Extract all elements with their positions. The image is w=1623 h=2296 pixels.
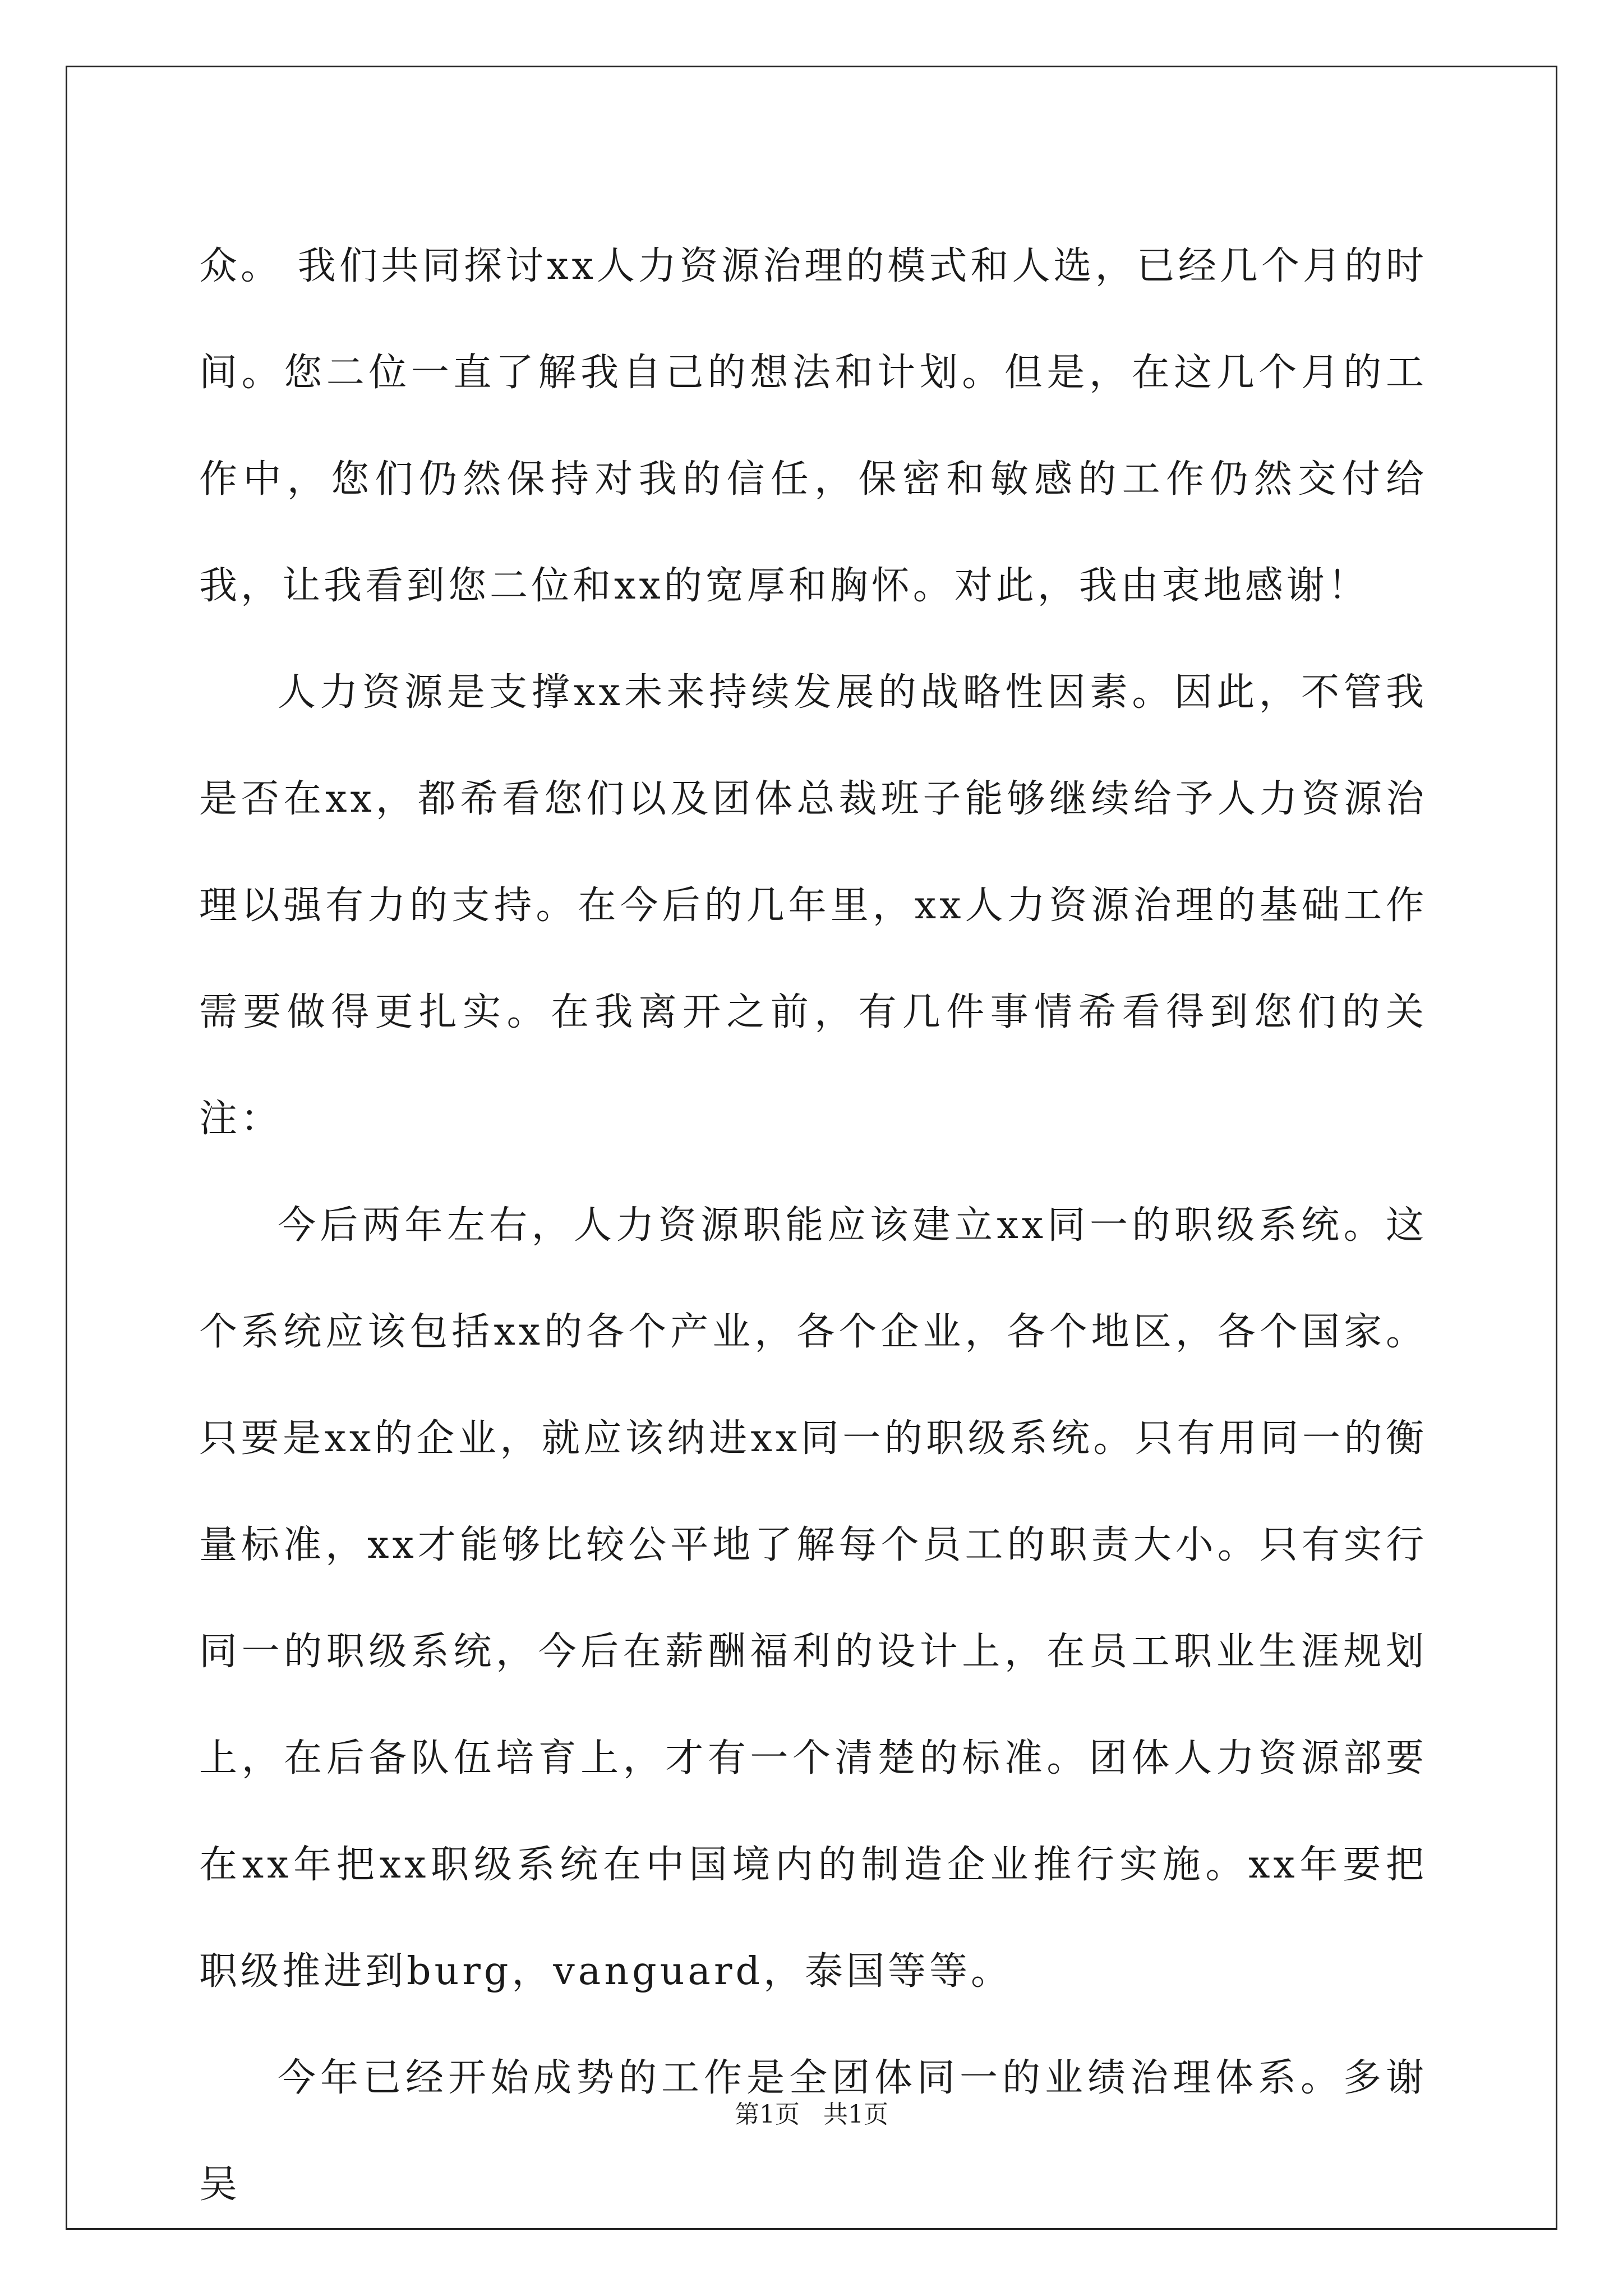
paragraph-1: 众。 我们共同探讨xx人力资源治理的模式和人选，已经几个月的时间。您二位一直了解我自己的想法和计划。但是，在这几个月的工作中，您们仍然保持对我的信任，保密和敏感的工作仍然交付给我，让我看到您二位和xx的宽厚和胸怀。对此，我由衷地感谢！ xyxy=(199,244,1427,608)
paragraph-3: 今后两年左右，人力资源职能应该建立xx同一的职级系统。这个系统应该包括xx的各个产业，各个企业，各个地区，各个国家。只要是xx的企业，就应该纳进xx同一的职级系统。只有用同一的衡量标准，xx才能够比较公平地了解每个员工的职责大小。只有实行同一的职级系统，今后在薪酬福利的设计上，在员工职业生涯规划上，在后备队伍培育上，才有一个清楚的标准。团体人力资源部要在xx年把xx职级系统在中国境内的制造企业推行实施。xx年要把职级推进到burg，vanguard，泰国等等。 xyxy=(199,1203,1427,1994)
paragraph-2: 人力资源是支撑xx未来持续发展的战略性因素。因此，不管我是否在xx，都希看您们以及团体总裁班子能够继续给予人力资源治理以强有力的支持。在今后的几年里，xx人力资源治理的基础工作需要做得更扎实。在我离开之前，有几件事情希看得到您们的关注： xyxy=(199,670,1427,1141)
page-footer xyxy=(0,2098,1623,2132)
page-number: 第1页 xyxy=(735,2100,800,2129)
document-body xyxy=(199,213,1427,2238)
footer-spacer xyxy=(800,2100,823,2129)
paragraph-4: 今年已经开始成势的工作是全团体同一的业绩治理体系。多谢吴 xyxy=(199,2056,1427,2207)
page-total: 共1页 xyxy=(823,2100,888,2129)
